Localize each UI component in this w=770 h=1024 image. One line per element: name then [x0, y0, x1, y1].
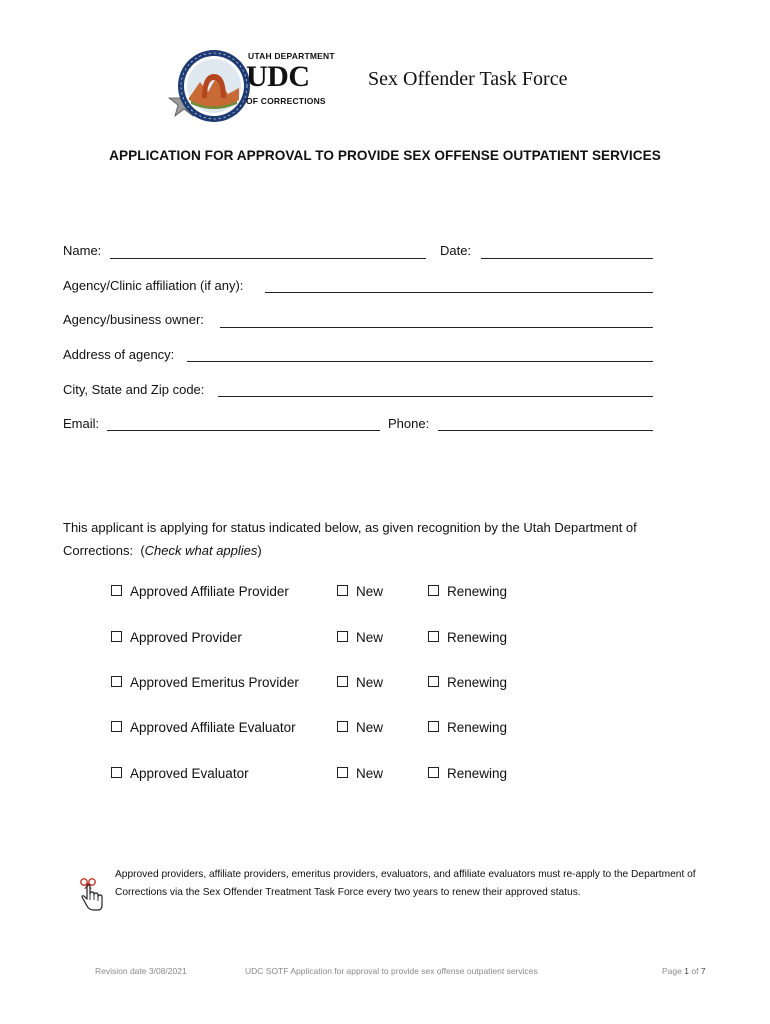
- option-affiliate-provider-renewing[interactable]: [428, 584, 507, 599]
- task-force-title: Sex Offender Task Force: [368, 68, 568, 90]
- status-paragraph: [63, 516, 703, 562]
- option-emeritus-provider-new[interactable]: [337, 675, 383, 690]
- udc-logo: [162, 48, 342, 130]
- checkbox-new[interactable]: [337, 631, 348, 642]
- option-affiliate-evaluator[interactable]: [111, 720, 296, 735]
- option-affiliate-evaluator-new[interactable]: [337, 720, 383, 735]
- checkbox-affiliate-provider[interactable]: [111, 585, 122, 596]
- option-affiliate-provider-new[interactable]: [337, 584, 383, 599]
- address-label: Address of agency:: [63, 347, 175, 362]
- business-owner-input[interactable]: [220, 327, 653, 328]
- logo-acronym: UDC: [246, 60, 310, 93]
- checkbox-new[interactable]: [337, 767, 348, 778]
- email-input[interactable]: [107, 430, 380, 431]
- checkbox-renewing[interactable]: [428, 631, 439, 642]
- new-label: New: [356, 630, 384, 645]
- business-owner-label: Agency/business owner:: [63, 312, 204, 327]
- renewing-label: Renewing: [447, 766, 508, 781]
- option-affiliate-provider[interactable]: [111, 584, 289, 599]
- udc-seal-icon: [162, 48, 252, 130]
- renewing-label: Renewing: [447, 675, 508, 690]
- agency-affiliation-input[interactable]: [265, 292, 653, 293]
- checkbox-renewing[interactable]: [428, 676, 439, 687]
- renewing-label: Renewing: [447, 720, 508, 735]
- option-label: Approved Affiliate Evaluator: [130, 720, 296, 735]
- option-label: Approved Evaluator: [130, 766, 249, 781]
- option-label: Approved Emeritus Provider: [130, 675, 299, 690]
- status-paragraph-text: This applicant is applying for status indicated below, as given recognition by the Utah Department of Corrections:: [63, 520, 637, 558]
- date-label: Date:: [440, 243, 472, 258]
- checkbox-renewing[interactable]: [428, 767, 439, 778]
- option-label: Approved Provider: [130, 630, 242, 645]
- phone-label: Phone:: [388, 416, 430, 431]
- instruction-text: Check what applies: [144, 543, 258, 558]
- checkbox-new[interactable]: [337, 721, 348, 732]
- checkbox-new[interactable]: [337, 676, 348, 687]
- option-evaluator-renewing[interactable]: [428, 766, 507, 781]
- option-provider[interactable]: [111, 630, 242, 645]
- renewing-label: Renewing: [447, 630, 508, 645]
- address-input[interactable]: [187, 361, 653, 362]
- city-state-zip-input[interactable]: [218, 396, 653, 397]
- new-label: New: [356, 720, 384, 735]
- option-provider-renewing[interactable]: [428, 630, 507, 645]
- checkbox-emeritus-provider[interactable]: [111, 676, 122, 687]
- checkbox-new[interactable]: [337, 585, 348, 596]
- option-evaluator[interactable]: [111, 766, 249, 781]
- name-input[interactable]: [110, 258, 426, 259]
- footer-title: UDC SOTF Application for approval to provide sex offense outpatient services: [245, 966, 538, 976]
- option-emeritus-provider[interactable]: [111, 675, 299, 690]
- instruction-open: (: [140, 543, 145, 558]
- name-label: Name:: [63, 243, 102, 258]
- reapply-note: Approved providers, affiliate providers, emeritus providers, evaluators, and affiliate evaluators must re-apply to the Department of Corrections via the Sex Offender Treatment Task Force every two years to renew their approved status.: [115, 869, 696, 898]
- city-state-zip-label: City, State and Zip code:: [63, 382, 205, 397]
- option-emeritus-provider-renewing[interactable]: [428, 675, 507, 690]
- page-of: of: [691, 966, 699, 976]
- renewing-label: Renewing: [447, 584, 508, 599]
- checkbox-renewing[interactable]: [428, 721, 439, 732]
- email-label: Email:: [63, 416, 100, 431]
- option-provider-new[interactable]: [337, 630, 383, 645]
- date-input[interactable]: [481, 258, 653, 259]
- page-current: 1: [684, 966, 689, 976]
- new-label: New: [356, 675, 384, 690]
- checkbox-evaluator[interactable]: [111, 767, 122, 778]
- checkbox-provider[interactable]: [111, 631, 122, 642]
- document-title: APPLICATION FOR APPROVAL TO PROVIDE SEX OFFENSE OUTPATIENT SERVICES: [109, 148, 661, 163]
- instruction-close: ): [257, 543, 262, 558]
- new-label: New: [356, 766, 384, 781]
- footer-revision: Revision date 3/08/2021: [95, 966, 187, 976]
- agency-affiliation-label: Agency/Clinic affiliation (if any):: [63, 278, 244, 293]
- checkbox-renewing[interactable]: [428, 585, 439, 596]
- logo-line1: UTAH DEPARTMENT: [248, 51, 335, 61]
- phone-input[interactable]: [438, 430, 653, 431]
- footer-page-number: [662, 966, 706, 976]
- option-label: Approved Affiliate Provider: [130, 584, 289, 599]
- page-prefix: Page: [662, 966, 682, 976]
- page-total: 7: [700, 966, 706, 976]
- checkbox-affiliate-evaluator[interactable]: [111, 721, 122, 732]
- logo-line2: OF CORRECTIONS: [246, 96, 326, 106]
- new-label: New: [356, 584, 384, 599]
- option-affiliate-evaluator-renewing[interactable]: [428, 720, 507, 735]
- option-evaluator-new[interactable]: [337, 766, 383, 781]
- pointing-hand-reminder-icon: [78, 877, 106, 913]
